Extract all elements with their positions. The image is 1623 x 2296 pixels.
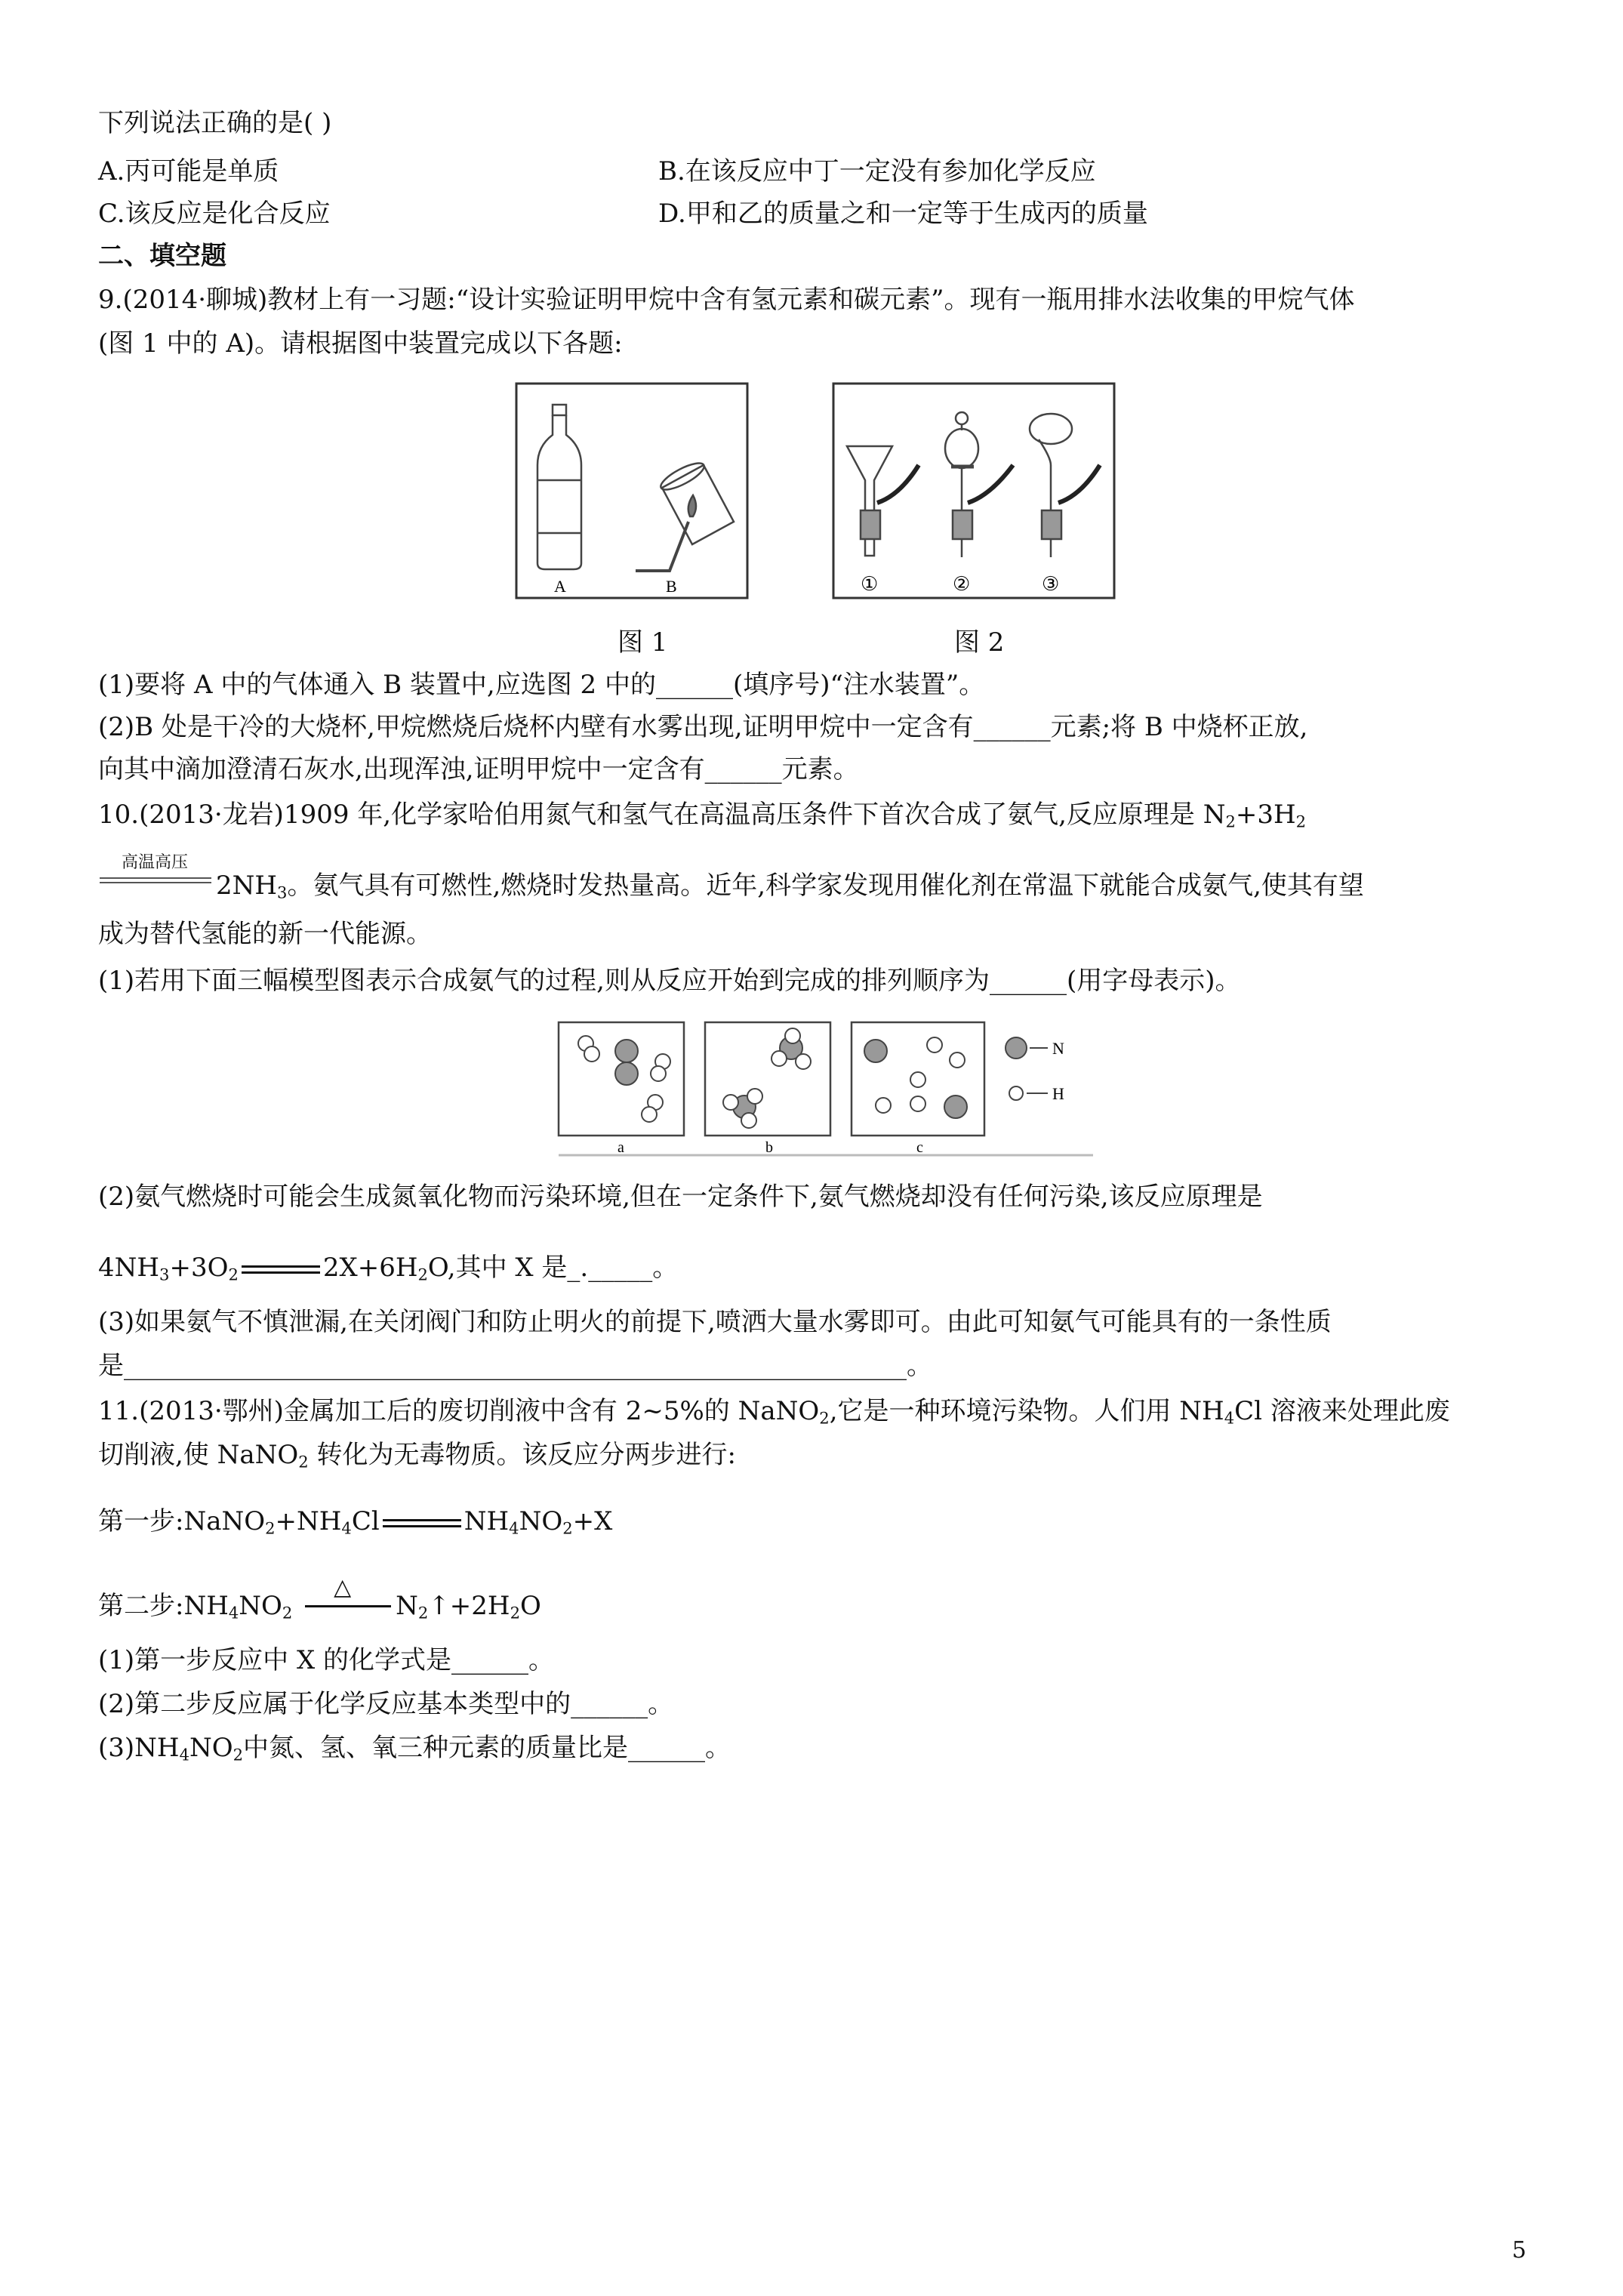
step2-e: O xyxy=(520,1591,541,1621)
figure-1-caption: 图 1 xyxy=(617,627,668,658)
section-heading: 二、填空题 xyxy=(98,241,226,271)
q10-condition: 高温高压 xyxy=(121,853,188,872)
eq-part3: 2X+6H xyxy=(322,1253,418,1283)
q9-line1: 9.(2014·聊城)教材上有一习题:“设计实验证明甲烷中含有氢元素和碳元素”。现有一瓶用排水法收集的甲烷气体 xyxy=(98,285,1355,315)
q11-sub3-s2: 2 xyxy=(233,1745,244,1764)
bottle-icon xyxy=(537,405,581,569)
q10-line2 xyxy=(216,868,1364,905)
eq-part1: 4NH xyxy=(98,1253,160,1283)
eq-sub2: 2 xyxy=(228,1265,239,1284)
q8-option-c: C.该反应是化合反应 xyxy=(98,199,331,229)
q11-l2-a: 切削液,使 NaNO xyxy=(98,1440,299,1470)
q8-option-a: A.丙可能是单质 xyxy=(98,156,279,186)
q11-sub3 xyxy=(98,1730,731,1767)
step2-s2: 2 xyxy=(282,1603,293,1623)
q11-sub1: (1)第一步反应中 X 的化学式是______。 xyxy=(98,1645,554,1675)
step1-s1: 2 xyxy=(265,1518,276,1538)
model-b xyxy=(723,1028,811,1128)
step1-b: +NH xyxy=(275,1506,342,1536)
eq-part4: O,其中 X 是_._____。 xyxy=(427,1253,679,1283)
figure-2 xyxy=(832,382,1116,599)
q11-step2 xyxy=(98,1574,541,1625)
beaker-icon xyxy=(636,458,734,571)
equals-sign-icon xyxy=(239,1256,323,1282)
q11-sub3-s1: 4 xyxy=(179,1745,189,1764)
heat-arrow xyxy=(300,1574,396,1620)
molecule-model-drawing xyxy=(557,1018,1101,1158)
q11-l1-c: Cl 溶液来处理此废 xyxy=(1234,1396,1450,1426)
step2-s4: 2 xyxy=(510,1603,520,1623)
figure-1 xyxy=(515,382,749,599)
molecule-model-figure xyxy=(557,1018,1101,1158)
step1-s2: 4 xyxy=(341,1518,352,1538)
q8-option-d: D.甲和乙的质量之和一定等于生成丙的质量 xyxy=(658,199,1148,229)
q10-equation xyxy=(98,1250,678,1287)
legend-n-label: N xyxy=(1052,1039,1064,1058)
step1-s3: 4 xyxy=(509,1518,519,1538)
q9-sub2-line1: (2)B 处是干冷的大烧杯,甲烷燃烧后烧杯内壁有水雾出现,证明甲烷中一定含有______元素;将 B 中烧杯正放, xyxy=(98,712,1308,742)
step2-d: ↑+2H xyxy=(428,1591,510,1621)
step2-b: NO xyxy=(239,1591,282,1621)
step2-a: 第二步:NH xyxy=(98,1591,229,1621)
q11-l1-a: 11.(2013·鄂州)金属加工后的废切削液中含有 2~5%的 NaNO xyxy=(98,1396,820,1426)
q9-sub1: (1)要将 A 中的气体通入 B 装置中,应选图 2 中的______(填序号)“注水装置”。 xyxy=(98,670,985,700)
model-label-a: a xyxy=(617,1139,624,1156)
step1-a: 第一步:NaNO xyxy=(98,1506,266,1536)
q10-sub-b: 2 xyxy=(1295,812,1307,831)
fig1-label-a: A xyxy=(554,577,566,596)
q10-sub-a: 2 xyxy=(1225,812,1236,831)
fig2-label-1: ① xyxy=(861,573,879,596)
model-c xyxy=(864,1037,967,1118)
q10-product-sub: 3 xyxy=(277,883,288,902)
q8-stem: 下列说法正确的是( ) xyxy=(98,108,332,138)
q11-l2-s1: 2 xyxy=(298,1452,309,1472)
q11-sub3-b: NO xyxy=(189,1733,233,1763)
figure-1-drawing xyxy=(515,382,749,599)
step1-e: NO xyxy=(519,1506,563,1536)
q10-line3: 成为替代氢能的新一代能源。 xyxy=(98,919,432,949)
fig2-label-3: ③ xyxy=(1042,573,1060,596)
q11-sub3-c: 中氮、氢、氧三种元素的质量比是______。 xyxy=(243,1733,731,1763)
q9-line2: (图 1 中的 A)。请根据图中装置完成以下各题: xyxy=(98,328,623,359)
q11-line1 xyxy=(98,1394,1450,1430)
long-funnel-icon xyxy=(1030,414,1100,557)
figure-2-drawing xyxy=(832,382,1116,599)
step2-s1: 4 xyxy=(228,1603,239,1623)
q10-line1-text: 10.(2013·龙岩)1909 年,化学家哈伯用氮气和氢气在高温高压条件下首次合成了氨气,反应原理是 N xyxy=(98,800,1226,830)
q8-option-b: B.在该反应中丁一定没有参加化学反应 xyxy=(658,156,1096,186)
q10-line1-end: +3H xyxy=(1235,800,1296,830)
legend-h-label: H xyxy=(1052,1084,1064,1103)
q9-sub2-line2: 向其中滴加澄清石灰水,出现浑浊,证明甲烷中一定含有______元素。 xyxy=(98,754,859,784)
model-label-c: c xyxy=(916,1139,923,1156)
eq-part2: +3O xyxy=(169,1253,229,1283)
q10-line1 xyxy=(98,797,1306,834)
model-legend xyxy=(1006,1037,1048,1100)
delta-icon: △ xyxy=(334,1574,352,1601)
figure-2-caption: 图 2 xyxy=(954,627,1005,658)
q11-l1-s2: 4 xyxy=(1224,1408,1235,1428)
q11-line2 xyxy=(98,1438,736,1474)
step1-f: +X xyxy=(572,1506,613,1536)
eq-sub1: 3 xyxy=(159,1265,170,1284)
funnel-icon xyxy=(847,446,919,556)
q10-line2-text: 。氨气具有可燃性,燃烧时发热量高。近年,科学家发现用催化剂在常温下就能合成氨气,使其有望 xyxy=(287,871,1364,901)
eq-sub3: 2 xyxy=(417,1265,428,1284)
fig1-label-b: B xyxy=(666,577,677,596)
q10-sub2-line1: (2)氨气燃烧时可能会生成氮氧化物而污染环境,但在一定条件下,氨气燃烧却没有任何污染,该反应原理是 xyxy=(98,1182,1263,1212)
separatory-funnel-icon xyxy=(945,412,1013,557)
q10-double-arrow xyxy=(100,876,211,883)
q11-l2-b: 转化为无毒物质。该反应分两步进行: xyxy=(308,1440,736,1470)
q11-sub3-a: (3)NH xyxy=(98,1733,180,1763)
q10-sub1: (1)若用下面三幅模型图表示合成氨气的过程,则从反应开始到完成的排列顺序为______(用字母表示)。 xyxy=(98,966,1241,996)
q11-step1 xyxy=(98,1504,612,1540)
step2-c: N xyxy=(396,1591,418,1621)
q10-product: 2NH xyxy=(216,871,278,901)
step1-s4: 2 xyxy=(562,1518,573,1538)
step1-c: Cl xyxy=(351,1506,380,1536)
page-number: 5 xyxy=(1511,2237,1526,2264)
fig2-label-2: ② xyxy=(953,573,971,596)
q11-sub2: (2)第二步反应属于化学反应基本类型中的______。 xyxy=(98,1689,674,1719)
q10-sub3-line1: (3)如果氨气不慎泄漏,在关闭阀门和防止明火的前提下,喷洒大量水雾即可。由此可知氨气可能具有的一条性质 xyxy=(98,1307,1332,1337)
equals-sign-icon xyxy=(380,1510,464,1536)
model-label-b: b xyxy=(765,1139,773,1156)
step1-d: NH xyxy=(463,1506,510,1536)
q10-sub3-line2: 是_____________________________________________________________。 xyxy=(98,1351,932,1381)
step2-s3: 2 xyxy=(417,1603,429,1623)
q11-l1-b: ,它是一种环境污染物。人们用 NH xyxy=(829,1396,1224,1426)
q11-l1-s1: 2 xyxy=(819,1408,830,1428)
model-a xyxy=(578,1036,670,1122)
